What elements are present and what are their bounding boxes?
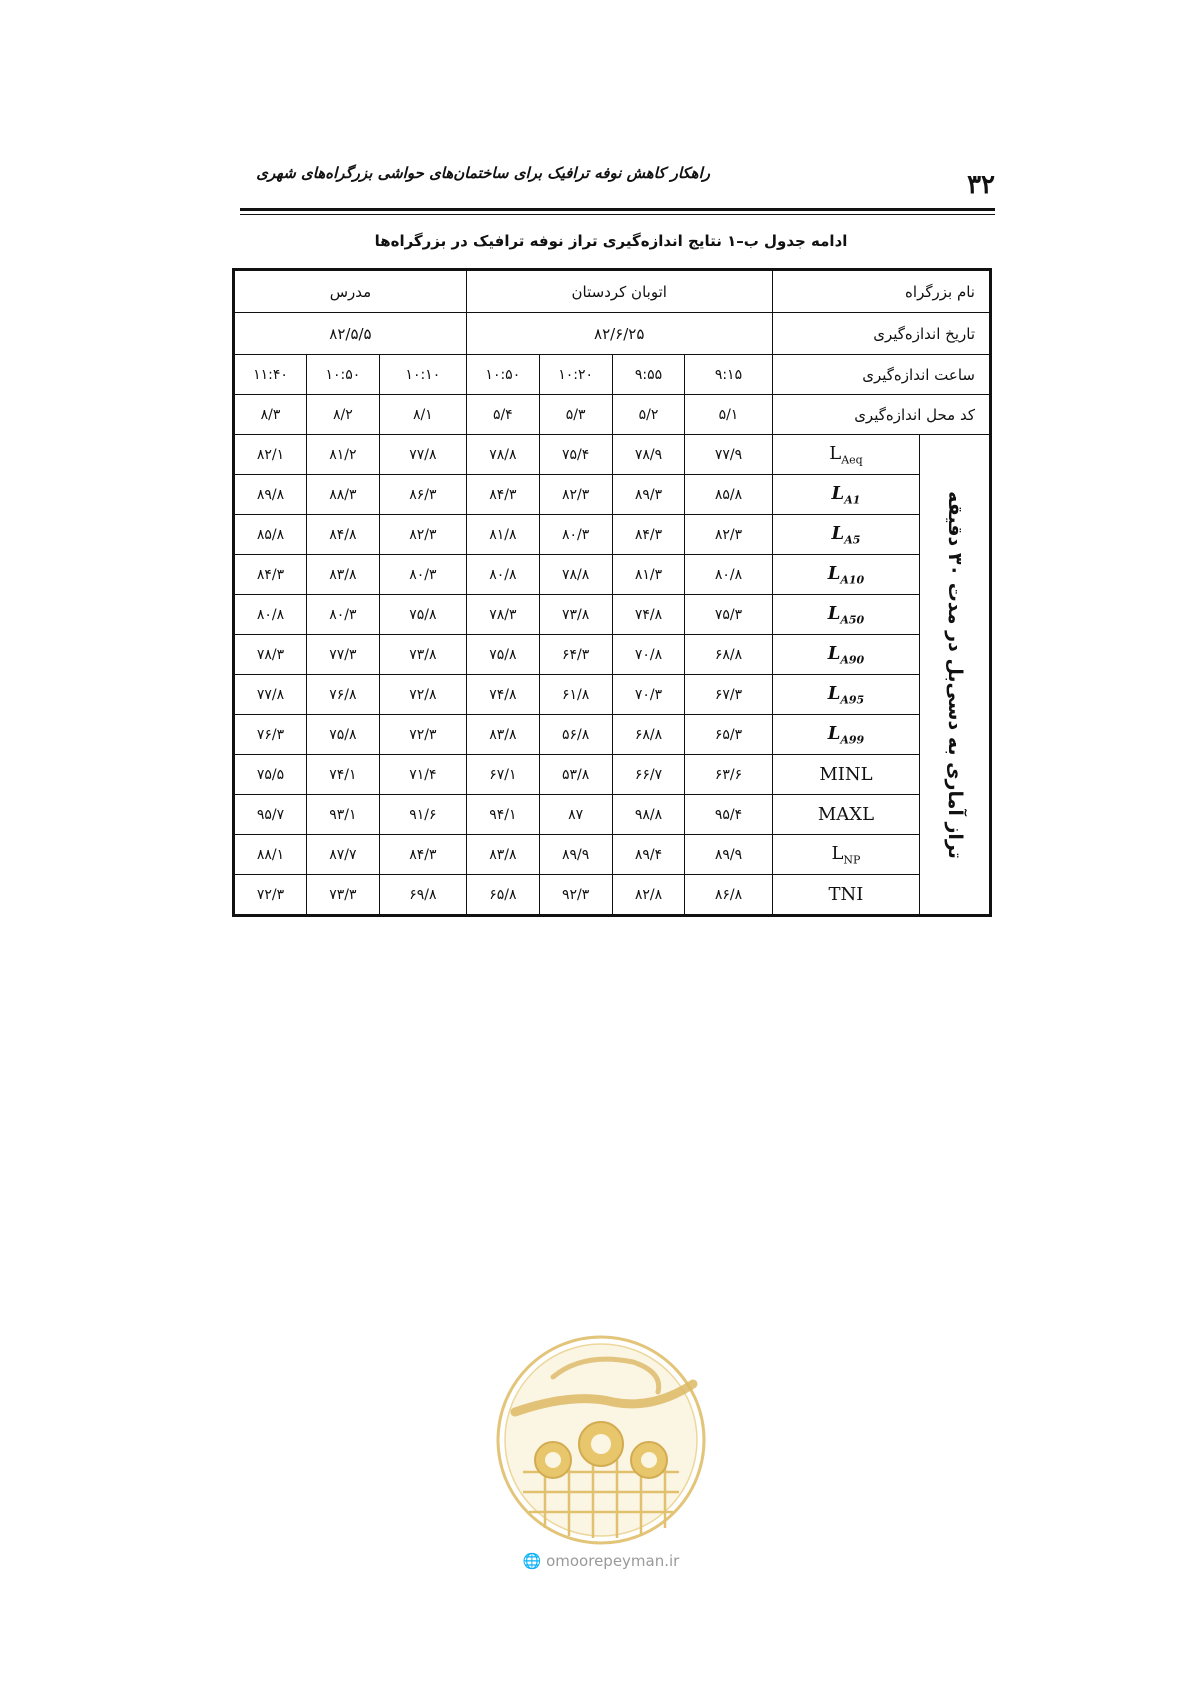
code-cell: ۸/۲ xyxy=(306,395,379,435)
value-cell: ۸۱/۸ xyxy=(466,515,539,555)
value-cell: ۷۲/۳ xyxy=(234,875,307,916)
value-cell: ۸۱/۳ xyxy=(612,555,685,595)
value-cell: ۸۱/۲ xyxy=(306,435,379,475)
metric-label xyxy=(772,715,920,755)
header-rule-thick xyxy=(240,208,995,211)
metric-label xyxy=(772,515,920,555)
value-cell: ۷۳/۸ xyxy=(379,635,466,675)
time-cell: ۱۰:۱۰ xyxy=(379,355,466,395)
metric-subscript: Aeq xyxy=(841,453,863,467)
value-cell: ۸۹/۸ xyxy=(234,475,307,515)
value-cell: ۸۴/۸ xyxy=(306,515,379,555)
value-cell: ۷۶/۳ xyxy=(234,715,307,755)
value-cell: ۶۵/۳ xyxy=(685,715,772,755)
table-row xyxy=(234,715,991,755)
highway-label: نام بزرگراه xyxy=(772,270,990,313)
metric-label xyxy=(772,795,920,835)
value-cell: ۷۶/۸ xyxy=(306,675,379,715)
metric-subscript: A1 xyxy=(844,493,861,507)
value-cell: ۸۲/۱ xyxy=(234,435,307,475)
metric-label xyxy=(772,555,920,595)
metric-label xyxy=(772,475,920,515)
table-row xyxy=(234,635,991,675)
metric-symbol: L xyxy=(829,442,842,464)
value-cell: ۶۸/۸ xyxy=(685,635,772,675)
value-cell: ۸۶/۳ xyxy=(379,475,466,515)
metric-symbol: L xyxy=(827,722,841,744)
time-cell: ۹:۱۵ xyxy=(685,355,772,395)
metric-subscript: A95 xyxy=(840,693,865,707)
metric-label xyxy=(772,875,920,916)
side-label-text: تراز آماری به دسی‌بل در مدت ۳۰ دقیقه xyxy=(943,490,966,859)
value-cell: ۸۴/۳ xyxy=(466,475,539,515)
value-cell: ۸۰/۸ xyxy=(466,555,539,595)
group-name-kordestan: اتوبان کردستان xyxy=(466,270,772,313)
value-cell: ۵۳/۸ xyxy=(539,755,612,795)
table-row xyxy=(234,435,991,475)
metric-symbol: MINL xyxy=(819,764,873,785)
value-cell: ۸۲/۳ xyxy=(539,475,612,515)
time-cell: ۱۰:۵۰ xyxy=(306,355,379,395)
value-cell: ۸۵/۸ xyxy=(685,475,772,515)
value-cell: ۸۷/۷ xyxy=(306,835,379,875)
metric-subscript: A99 xyxy=(840,733,865,747)
metric-subscript: A50 xyxy=(840,613,865,627)
value-cell: ۷۸/۹ xyxy=(612,435,685,475)
table-row xyxy=(234,475,991,515)
code-cell: ۵/۳ xyxy=(539,395,612,435)
date-label: تاریخ اندازه‌گیری xyxy=(772,313,990,355)
metric-label xyxy=(772,755,920,795)
metric-subscript: A10 xyxy=(840,573,865,587)
value-cell: ۶۹/۸ xyxy=(379,875,466,916)
value-cell: ۸۳/۸ xyxy=(466,835,539,875)
code-cell: ۵/۴ xyxy=(466,395,539,435)
time-cell: ۱۰:۲۰ xyxy=(539,355,612,395)
value-cell: ۷۲/۳ xyxy=(379,715,466,755)
metric-label xyxy=(772,595,920,635)
metric-symbol: L xyxy=(831,522,845,544)
value-cell: ۸۸/۱ xyxy=(234,835,307,875)
table-row xyxy=(234,675,991,715)
value-cell: ۸۴/۳ xyxy=(234,555,307,595)
value-cell: ۷۷/۹ xyxy=(685,435,772,475)
value-cell: ۷۰/۸ xyxy=(612,635,685,675)
value-cell: ۸۳/۸ xyxy=(466,715,539,755)
value-cell: ۷۷/۳ xyxy=(306,635,379,675)
value-cell: ۸۰/۳ xyxy=(306,595,379,635)
metric-symbol: L xyxy=(831,842,844,864)
table-row xyxy=(234,515,991,555)
value-cell: ۶۷/۱ xyxy=(466,755,539,795)
value-cell: ۷۳/۸ xyxy=(539,595,612,635)
time-label: ساعت اندازه‌گیری xyxy=(772,355,990,395)
metric-symbol: L xyxy=(827,562,841,584)
metric-symbol: L xyxy=(827,602,841,624)
value-cell: ۸۴/۳ xyxy=(612,515,685,555)
value-cell: ۷۴/۱ xyxy=(306,755,379,795)
value-cell: ۸۳/۸ xyxy=(306,555,379,595)
value-cell: ۷۴/۸ xyxy=(612,595,685,635)
value-cell: ۷۵/۵ xyxy=(234,755,307,795)
metric-symbol: L xyxy=(827,642,841,664)
value-cell: ۷۲/۸ xyxy=(379,675,466,715)
table-row xyxy=(234,835,991,875)
metric-subscript: A90 xyxy=(840,653,865,667)
value-cell: ۶۳/۶ xyxy=(685,755,772,795)
table-row xyxy=(234,875,991,916)
metric-label xyxy=(772,675,920,715)
metric-subscript: NP xyxy=(843,853,861,867)
value-cell: ۸۵/۸ xyxy=(234,515,307,555)
group-date-kordestan: ۸۲/۶/۲۵ xyxy=(466,313,772,355)
omoorepeyman-logo-watermark xyxy=(493,1332,709,1548)
table-caption: ادامه جدول ب–۱ نتایج اندازه‌گیری تراز نوفه ترافیک در بزرگراه‌ها xyxy=(374,232,848,250)
value-cell: ۸۹/۴ xyxy=(612,835,685,875)
code-cell: ۵/۱ xyxy=(685,395,772,435)
metric-label xyxy=(772,435,920,475)
group-name-modares: مدرس xyxy=(234,270,467,313)
header-rule-thin xyxy=(240,214,995,215)
value-cell: ۷۵/۳ xyxy=(685,595,772,635)
value-cell: ۸۲/۳ xyxy=(379,515,466,555)
value-cell: ۸۹/۹ xyxy=(539,835,612,875)
table-row xyxy=(234,795,991,835)
value-cell: ۹۸/۸ xyxy=(612,795,685,835)
value-cell: ۸۷ xyxy=(539,795,612,835)
value-cell: ۸۹/۳ xyxy=(612,475,685,515)
value-cell: ۶۱/۸ xyxy=(539,675,612,715)
time-cell: ۹:۵۵ xyxy=(612,355,685,395)
value-cell: ۷۸/۳ xyxy=(466,595,539,635)
code-cell: ۵/۲ xyxy=(612,395,685,435)
metric-label xyxy=(772,835,920,875)
value-cell: ۷۵/۴ xyxy=(539,435,612,475)
value-cell: ۹۴/۱ xyxy=(466,795,539,835)
value-cell: ۶۴/۳ xyxy=(539,635,612,675)
running-header-title: راهکار کاهش نوفه ترافیک برای ساختمان‌های حواشی بزرگراه‌های شهری xyxy=(256,164,710,182)
statistical-level-side-label xyxy=(920,435,991,916)
value-cell: ۸۶/۸ xyxy=(685,875,772,916)
table-row xyxy=(234,555,991,595)
value-cell: ۹۳/۱ xyxy=(306,795,379,835)
value-cell: ۷۷/۸ xyxy=(234,675,307,715)
group-date-modares: ۸۲/۵/۵ xyxy=(234,313,467,355)
metric-symbol: L xyxy=(831,482,845,504)
table-row xyxy=(234,595,991,635)
metric-subscript: A5 xyxy=(844,533,861,547)
value-cell: ۷۸/۸ xyxy=(466,435,539,475)
value-cell: ۸۰/۸ xyxy=(234,595,307,635)
value-cell: ۷۸/۸ xyxy=(539,555,612,595)
time-cell: ۱۱:۴۰ xyxy=(234,355,307,395)
value-cell: ۸۹/۹ xyxy=(685,835,772,875)
value-cell: ۷۳/۳ xyxy=(306,875,379,916)
value-cell: ۹۱/۶ xyxy=(379,795,466,835)
value-cell: ۷۸/۳ xyxy=(234,635,307,675)
metric-label xyxy=(772,635,920,675)
metric-symbol: TNI xyxy=(828,884,864,905)
table-row xyxy=(234,755,991,795)
code-cell: ۸/۳ xyxy=(234,395,307,435)
value-cell: ۸۰/۸ xyxy=(685,555,772,595)
time-cell: ۱۰:۵۰ xyxy=(466,355,539,395)
value-cell: ۵۶/۸ xyxy=(539,715,612,755)
value-cell: ۷۱/۴ xyxy=(379,755,466,795)
value-cell: ۷۴/۸ xyxy=(466,675,539,715)
code-label: کد محل اندازه‌گیری xyxy=(772,395,990,435)
value-cell: ۹۵/۷ xyxy=(234,795,307,835)
value-cell: ۸۸/۳ xyxy=(306,475,379,515)
value-cell: ۷۵/۸ xyxy=(466,635,539,675)
noise-results-table xyxy=(232,268,992,917)
value-cell: ۷۵/۸ xyxy=(306,715,379,755)
value-cell: ۶۵/۸ xyxy=(466,875,539,916)
value-cell: ۶۶/۷ xyxy=(612,755,685,795)
value-cell: ۸۰/۳ xyxy=(539,515,612,555)
metric-symbol: MAXL xyxy=(817,804,875,825)
page-number: ۳۲ xyxy=(967,170,995,200)
value-cell: ۷۰/۳ xyxy=(612,675,685,715)
value-cell: ۶۷/۳ xyxy=(685,675,772,715)
value-cell: ۷۵/۸ xyxy=(379,595,466,635)
value-cell: ۶۸/۸ xyxy=(612,715,685,755)
value-cell: ۸۲/۸ xyxy=(612,875,685,916)
code-cell: ۸/۱ xyxy=(379,395,466,435)
watermark-url: 🌐 omoorepeyman.ir xyxy=(522,1552,680,1570)
value-cell: ۹۲/۳ xyxy=(539,875,612,916)
value-cell: ۸۰/۳ xyxy=(379,555,466,595)
value-cell: ۸۴/۳ xyxy=(379,835,466,875)
value-cell: ۸۲/۳ xyxy=(685,515,772,555)
metric-symbol: L xyxy=(827,682,841,704)
value-cell: ۷۷/۸ xyxy=(379,435,466,475)
value-cell: ۹۵/۴ xyxy=(685,795,772,835)
